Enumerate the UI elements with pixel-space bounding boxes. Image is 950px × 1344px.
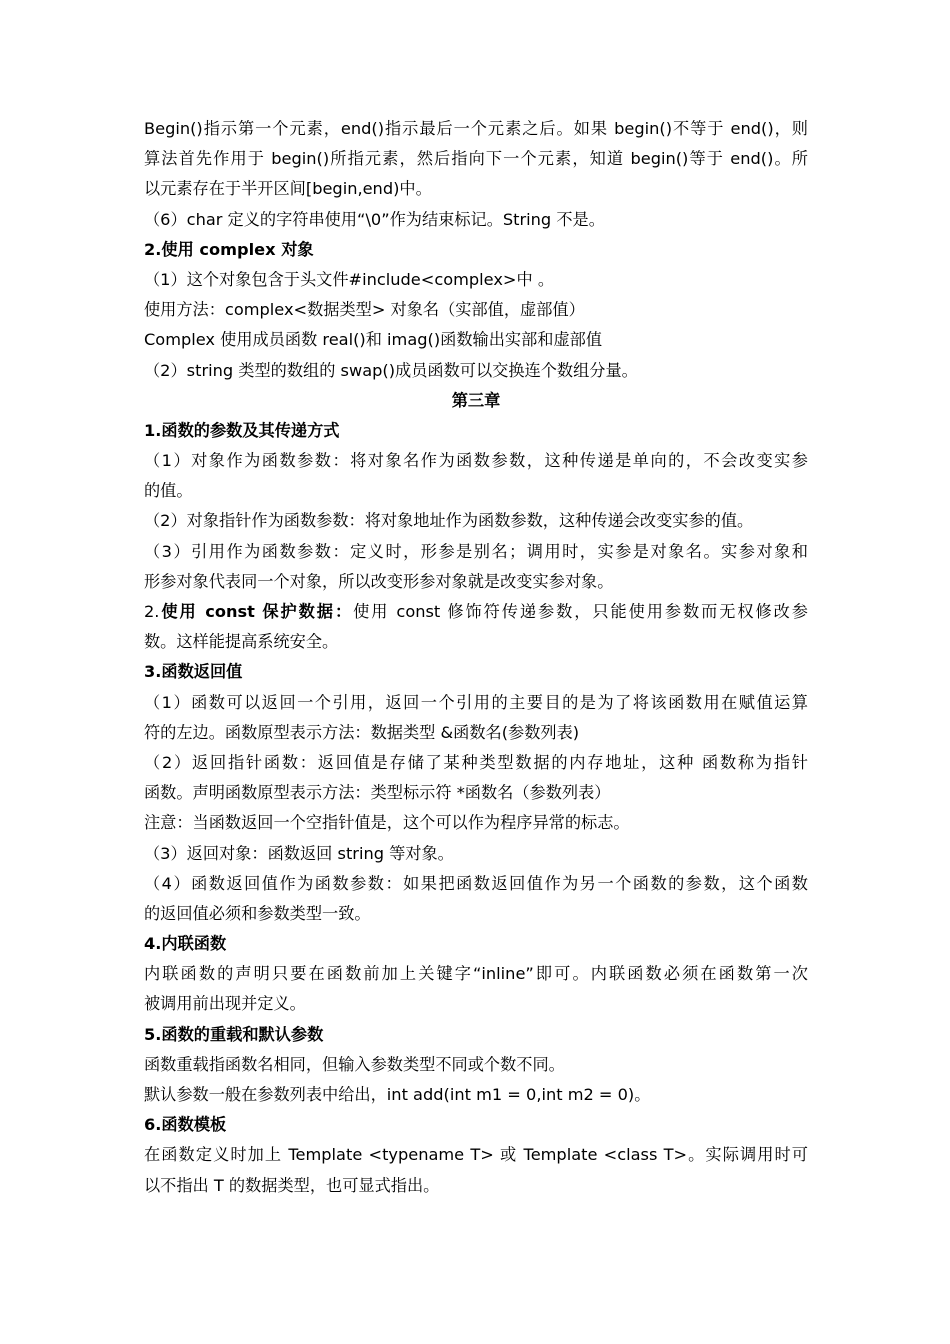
- section-heading: 1.函数的参数及其传递方式: [144, 420, 340, 440]
- body-text-line: 数。这样能提高系统安全。: [144, 632, 339, 652]
- body-text-line: 形参对象代表同一个对象，所以改变形参对象就是改变实参对象。: [144, 571, 614, 591]
- body-text-line: 注意：当函数返回一个空指针值是，这个可以作为程序异常的标志。: [144, 813, 630, 833]
- body-text-line: 函数重载指函数名相同，但输入参数类型不同或个数不同。: [144, 1054, 565, 1074]
- body-text-line: 使用方法：complex<数据类型> 对象名（实部值，虚部值）: [144, 300, 585, 320]
- body-text-line: 函数。声明函数原型表示方法：类型标示符 *函数名（参数列表）: [144, 783, 611, 803]
- body-text-line: （6）char 定义的字符串使用“\0”作为结束标记。String 不是。: [144, 209, 605, 229]
- body-text-line: 在函数定义时加上 Template <typename T> 或 Template <class T>。实际调用时可: [144, 1145, 808, 1165]
- heading-rest-text: 使用 const 修饰符传递参数，只能使用参数而无权修改参: [353, 602, 808, 621]
- body-text-line: Begin()指示第一个元素，end()指示最后一个元素之后。如果 begin()不等于 end()，则: [144, 119, 808, 138]
- body-text-line: 的值。: [144, 481, 193, 501]
- section-heading: 4.内联函数: [144, 934, 227, 954]
- section-heading: 6.函数模板: [144, 1115, 227, 1135]
- body-text-line: （1）这个对象包含于头文件#include<complex>中 。: [144, 269, 555, 289]
- body-text-line: （1）对象作为函数参数：将对象名作为函数参数，这种传递是单向的，不会改变实参: [144, 451, 808, 471]
- body-text-line: （2）对象指针作为函数参数：将对象地址作为函数参数，这种传递会改变实参的值。: [144, 511, 754, 531]
- body-text-line: （3）返回对象：函数返回 string 等对象。: [144, 843, 454, 863]
- section-heading: 2.使用 complex 对象: [144, 239, 314, 259]
- body-text-line: （1）函数可以返回一个引用，返回一个引用的主要目的是为了将该函数用在赋值运算: [144, 692, 808, 712]
- heading-number: 2.: [144, 602, 160, 621]
- body-text-line: 算法首先作用于 begin()所指元素，然后指向下一个元素，知道 begin()等于 end()。所: [144, 149, 808, 169]
- body-text-line: 以不指出 T 的数据类型，也可显式指出。: [144, 1175, 440, 1195]
- heading-bold-text: 使用 const 保护数据：: [159, 602, 354, 621]
- body-text-line: （2）返回指针函数：返回值是存储了某种类型数据的内存地址，这种 函数称为指针: [144, 752, 808, 772]
- body-text-line: 以元素存在于半开区间[begin,end)中。: [144, 179, 432, 199]
- body-text-line: （3）引用作为函数参数：定义时，形参是别名；调用时，实参是对象名。实参对象和: [144, 541, 808, 561]
- document-body: [144, 114, 808, 1201]
- body-text-line: （2）string 类型的数组的 swap()成员函数可以交换连个数组分量。: [144, 360, 638, 380]
- body-text-line: 默认参数一般在参数列表中给出，int add(int m1 = 0,int m2 = 0)。: [144, 1085, 651, 1104]
- body-text-line: 被调用前出现并定义。: [144, 994, 306, 1014]
- section-heading-inline: [144, 597, 808, 627]
- body-text-line: 的返回值必须和参数类型一致。: [144, 903, 371, 923]
- body-text-line: Complex 使用成员函数 real()和 imag()函数输出实部和虚部值: [144, 330, 603, 350]
- section-heading: 5.函数的重载和默认参数: [144, 1024, 324, 1044]
- body-text-line: 符的左边。函数原型表示方法：数据类型 &函数名(参数列表): [144, 722, 580, 742]
- chapter-title: 第三章: [451, 390, 501, 410]
- body-text-line: 内联函数的声明只要在函数前加上关键字“inline”即可。内联函数必须在函数第一次: [144, 964, 808, 984]
- section-heading: 3.函数返回值: [144, 662, 243, 682]
- body-text-line: （4）函数返回值作为函数参数：如果把函数返回值作为另一个函数的参数，这个函数: [144, 873, 808, 893]
